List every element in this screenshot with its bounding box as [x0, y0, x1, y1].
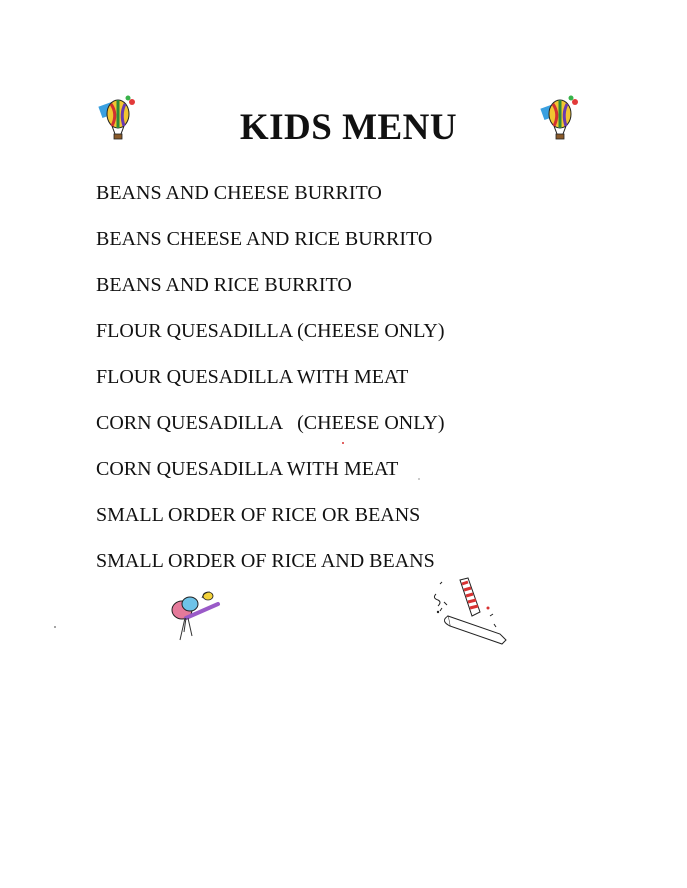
menu-item: BEANS AND CHEESE BURRITO	[96, 182, 382, 204]
menu-item: SMALL ORDER OF RICE OR BEANS	[96, 504, 421, 526]
speck	[342, 442, 344, 444]
menu-item: CORN QUESADILLA (CHEESE ONLY)	[96, 412, 445, 434]
page-title: KIDS MENU	[239, 107, 458, 148]
menu-item: BEANS CHEESE AND RICE BURRITO	[96, 228, 433, 250]
speck	[418, 478, 420, 480]
menu-item: FLOUR QUESADILLA (CHEESE ONLY)	[96, 320, 445, 342]
party-balloon-toy-icon	[166, 588, 226, 644]
menu-item: CORN QUESADILLA WITH MEAT	[96, 458, 399, 480]
speck	[54, 626, 56, 628]
menu-item: FLOUR QUESADILLA WITH MEAT	[96, 366, 409, 388]
party-horn-icon	[430, 576, 514, 648]
menu-item: BEANS AND RICE BURRITO	[96, 274, 352, 296]
menu-list	[96, 180, 445, 594]
menu-item: SMALL ORDER OF RICE AND BEANS	[96, 550, 435, 572]
